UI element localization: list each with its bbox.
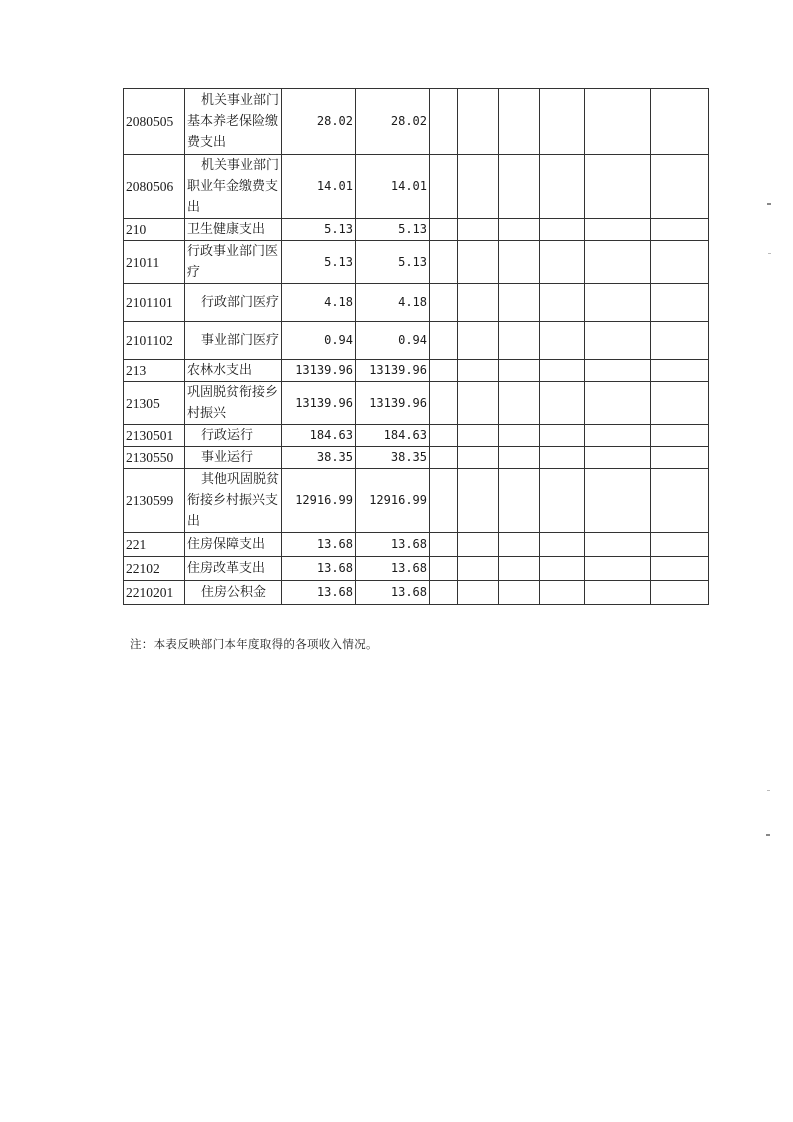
account-code-cell: 22102 (124, 557, 185, 581)
table-row (124, 581, 709, 605)
empty-cell (651, 557, 709, 581)
total-amount-cell: 12916.99 (282, 469, 356, 533)
empty-cell (458, 425, 499, 447)
empty-cell (499, 425, 540, 447)
account-code-cell: 210 (124, 219, 185, 241)
account-code-cell: 2130599 (124, 469, 185, 533)
empty-cell (585, 219, 651, 241)
empty-cell (430, 89, 458, 155)
account-code-cell: 2080506 (124, 155, 185, 219)
amount-cell: 5.13 (356, 241, 430, 284)
empty-cell (651, 219, 709, 241)
account-name-cell: 住房公积金 (185, 581, 282, 605)
empty-cell (499, 447, 540, 469)
empty-cell (651, 360, 709, 382)
amount-cell: 13.68 (356, 581, 430, 605)
empty-cell (585, 425, 651, 447)
empty-cell (499, 241, 540, 284)
total-amount-cell: 38.35 (282, 447, 356, 469)
empty-cell (430, 447, 458, 469)
account-code-cell: 213 (124, 360, 185, 382)
budget-table (123, 88, 709, 605)
empty-cell (585, 360, 651, 382)
empty-cell (651, 581, 709, 605)
table-row (124, 284, 709, 322)
account-name-cell: 机关事业部门职业年金缴费支出 (185, 155, 282, 219)
account-name-cell: 卫生健康支出 (185, 219, 282, 241)
empty-cell (651, 322, 709, 360)
table-note: 注：本表反映部门本年度取得的各项收入情况。 (130, 637, 378, 651)
empty-cell (540, 155, 585, 219)
account-name-cell: 事业运行 (185, 447, 282, 469)
amount-cell: 13139.96 (356, 382, 430, 425)
table-row (124, 360, 709, 382)
account-name-cell: 行政运行 (185, 425, 282, 447)
empty-cell (540, 557, 585, 581)
empty-cell (540, 447, 585, 469)
table-row (124, 557, 709, 581)
empty-cell (585, 89, 651, 155)
table-row (124, 155, 709, 219)
empty-cell (499, 533, 540, 557)
empty-cell (458, 219, 499, 241)
empty-cell (430, 155, 458, 219)
empty-cell (430, 581, 458, 605)
empty-cell (540, 533, 585, 557)
empty-cell (540, 284, 585, 322)
empty-cell (499, 581, 540, 605)
account-name-cell: 农林水支出 (185, 360, 282, 382)
empty-cell (499, 219, 540, 241)
empty-cell (458, 533, 499, 557)
amount-cell: 0.94 (356, 322, 430, 360)
empty-cell (585, 533, 651, 557)
account-code-cell: 2210201 (124, 581, 185, 605)
empty-cell (458, 322, 499, 360)
total-amount-cell: 13.68 (282, 557, 356, 581)
empty-cell (458, 557, 499, 581)
amount-cell: 5.13 (356, 219, 430, 241)
account-name-cell: 住房改革支出 (185, 557, 282, 581)
empty-cell (540, 360, 585, 382)
empty-cell (540, 89, 585, 155)
empty-cell (651, 533, 709, 557)
empty-cell (499, 382, 540, 425)
empty-cell (651, 155, 709, 219)
total-amount-cell: 13139.96 (282, 382, 356, 425)
table-row (124, 89, 709, 155)
empty-cell (585, 241, 651, 284)
empty-cell (458, 360, 499, 382)
total-amount-cell: 5.13 (282, 241, 356, 284)
amount-cell: 13139.96 (356, 360, 430, 382)
amount-cell: 13.68 (356, 533, 430, 557)
empty-cell (458, 89, 499, 155)
empty-cell (585, 284, 651, 322)
total-amount-cell: 0.94 (282, 322, 356, 360)
account-code-cell: 2130501 (124, 425, 185, 447)
amount-cell: 4.18 (356, 284, 430, 322)
empty-cell (585, 155, 651, 219)
table-row (124, 469, 709, 533)
account-name-cell: 机关事业部门基本养老保险缴费支出 (185, 89, 282, 155)
scan-mark (767, 790, 770, 791)
empty-cell (499, 469, 540, 533)
empty-cell (540, 425, 585, 447)
account-name-cell: 其他巩固脱贫衔接乡村振兴支出 (185, 469, 282, 533)
empty-cell (651, 241, 709, 284)
scan-mark (766, 834, 770, 836)
empty-cell (540, 469, 585, 533)
empty-cell (540, 382, 585, 425)
empty-cell (651, 425, 709, 447)
account-name-cell: 住房保障支出 (185, 533, 282, 557)
empty-cell (458, 581, 499, 605)
empty-cell (540, 241, 585, 284)
empty-cell (499, 322, 540, 360)
account-code-cell: 2101102 (124, 322, 185, 360)
amount-cell: 13.68 (356, 557, 430, 581)
empty-cell (430, 322, 458, 360)
empty-cell (499, 89, 540, 155)
account-code-cell: 21305 (124, 382, 185, 425)
empty-cell (499, 360, 540, 382)
empty-cell (585, 382, 651, 425)
empty-cell (430, 284, 458, 322)
amount-cell: 12916.99 (356, 469, 430, 533)
empty-cell (585, 581, 651, 605)
empty-cell (651, 382, 709, 425)
empty-cell (651, 469, 709, 533)
empty-cell (430, 382, 458, 425)
empty-cell (458, 155, 499, 219)
scan-mark (768, 253, 771, 254)
empty-cell (430, 533, 458, 557)
empty-cell (430, 425, 458, 447)
account-code-cell: 2130550 (124, 447, 185, 469)
table-row (124, 219, 709, 241)
empty-cell (430, 469, 458, 533)
account-code-cell: 221 (124, 533, 185, 557)
empty-cell (585, 557, 651, 581)
empty-cell (499, 155, 540, 219)
total-amount-cell: 4.18 (282, 284, 356, 322)
empty-cell (458, 284, 499, 322)
total-amount-cell: 5.13 (282, 219, 356, 241)
empty-cell (430, 241, 458, 284)
account-name-cell: 事业部门医疗 (185, 322, 282, 360)
table-row (124, 447, 709, 469)
total-amount-cell: 13139.96 (282, 360, 356, 382)
empty-cell (651, 447, 709, 469)
scan-mark (767, 203, 771, 205)
empty-cell (458, 382, 499, 425)
empty-cell (585, 322, 651, 360)
empty-cell (458, 469, 499, 533)
empty-cell (499, 557, 540, 581)
table-row (124, 322, 709, 360)
account-name-cell: 行政部门医疗 (185, 284, 282, 322)
table-row (124, 533, 709, 557)
total-amount-cell: 28.02 (282, 89, 356, 155)
empty-cell (430, 219, 458, 241)
amount-cell: 38.35 (356, 447, 430, 469)
empty-cell (458, 241, 499, 284)
account-name-cell: 行政事业部门医疗 (185, 241, 282, 284)
empty-cell (651, 89, 709, 155)
empty-cell (430, 360, 458, 382)
empty-cell (540, 322, 585, 360)
table-row (124, 425, 709, 447)
empty-cell (585, 469, 651, 533)
empty-cell (499, 284, 540, 322)
total-amount-cell: 14.01 (282, 155, 356, 219)
empty-cell (651, 284, 709, 322)
account-name-cell: 巩固脱贫衔接乡村振兴 (185, 382, 282, 425)
amount-cell: 184.63 (356, 425, 430, 447)
empty-cell (585, 447, 651, 469)
amount-cell: 28.02 (356, 89, 430, 155)
table-row (124, 241, 709, 284)
total-amount-cell: 13.68 (282, 533, 356, 557)
empty-cell (458, 447, 499, 469)
empty-cell (430, 557, 458, 581)
account-code-cell: 2080505 (124, 89, 185, 155)
amount-cell: 14.01 (356, 155, 430, 219)
total-amount-cell: 13.68 (282, 581, 356, 605)
account-code-cell: 21011 (124, 241, 185, 284)
empty-cell (540, 581, 585, 605)
table-row (124, 382, 709, 425)
empty-cell (540, 219, 585, 241)
account-code-cell: 2101101 (124, 284, 185, 322)
total-amount-cell: 184.63 (282, 425, 356, 447)
